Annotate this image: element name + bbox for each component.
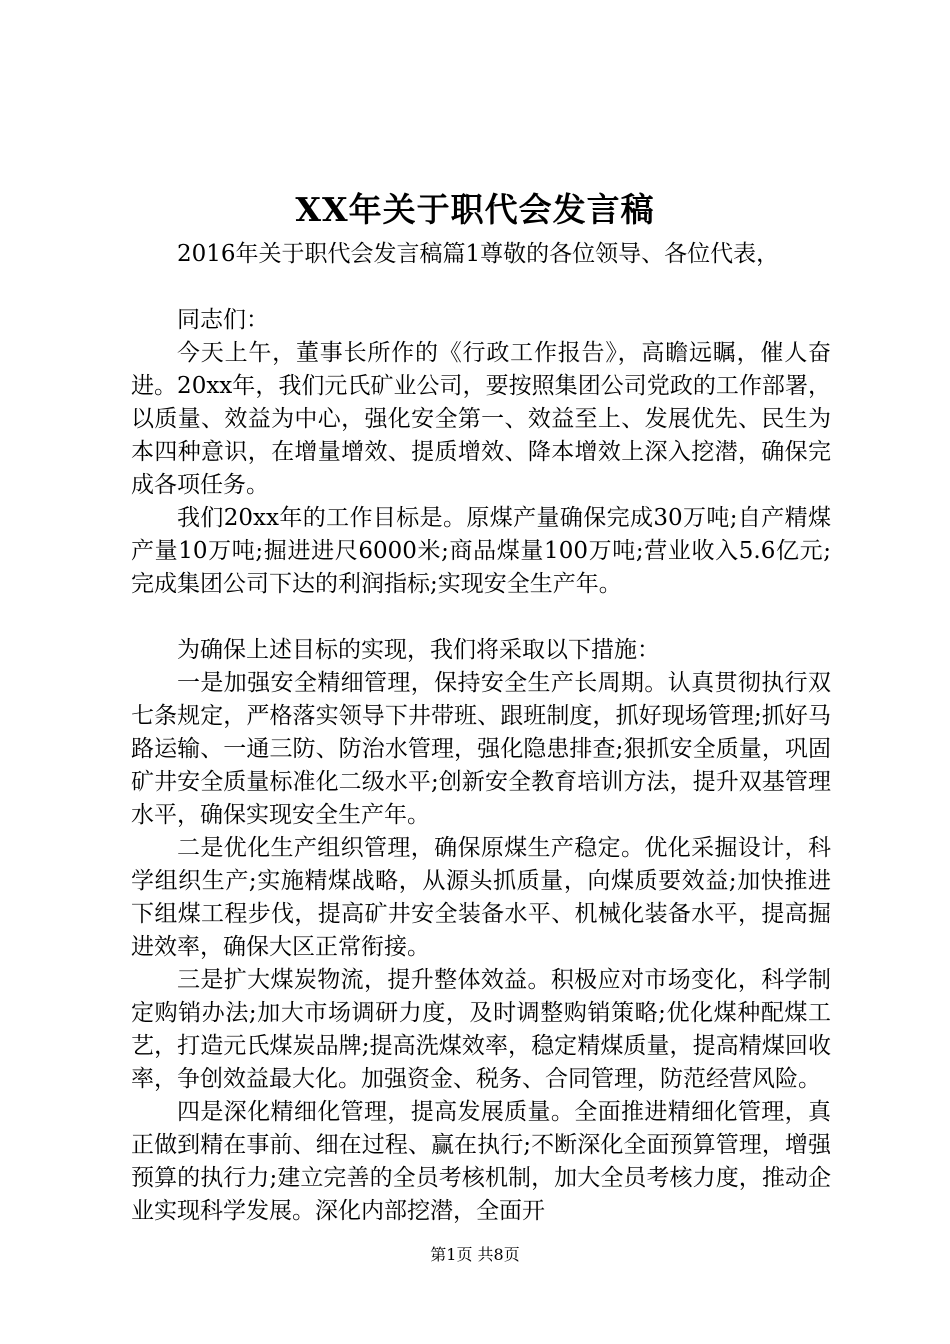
paragraph-spacer (131, 601, 831, 634)
page-number-footer: 第1页 共8页 (430, 1245, 520, 1264)
document-body (131, 238, 831, 1228)
paragraph-measure-2: 二是优化生产组织管理，确保原煤生产稳定。优化采掘设计，科学组织生产;实施精煤战略，从源头抓质量，向煤质要效益;加快推进下组煤工程步伐，提高矿井安全装备水平、机械化装备水平，提高掘进效率，确保大区正常衔接。 (131, 835, 831, 960)
paragraph-goals: 我们20xx年的工作目标是。原煤产量确保完成30万吨;自产精煤产量10万吨;掘进进尺6000米;商品煤量100万吨;营业收入5.6亿元;完成集团公司下达的利润指标;实现安全生产年。 (131, 505, 831, 597)
paragraph-greeting: 2016年关于职代会发言稿篇1尊敬的各位领导、各位代表， (177, 241, 780, 267)
document-title: XX年关于职代会发言稿 (295, 190, 655, 229)
paragraph-measures-intro: 为确保上述目标的实现，我们将采取以下措施： (177, 637, 660, 663)
paragraph-spacer (131, 271, 831, 304)
paragraph-salutation: 同志们： (177, 307, 269, 333)
paragraph-opening: 今天上午，董事长所作的《行政工作报告》，高瞻远瞩，催人奋进。20xx年，我们元氏矿业公司，要按照集团公司党政的工作部署，以质量、效益为中心，强化安全第一、效益至上、发展优先、民生为本四种意识，在增量增效、提质增效、降本增效上深入挖潜，确保完成各项任务。 (131, 340, 831, 498)
paragraph-measure-4: 四是深化精细化管理，提高发展质量。全面推进精细化管理，真正做到精在事前、细在过程、赢在执行;不断深化全面预算管理，增强预算的执行力;建立完善的全员考核机制，加大全员考核力度，推动企业实现科学发展。深化内部挖潜，全面开 (131, 1099, 831, 1224)
paragraph-measure-3: 三是扩大煤炭物流，提升整体效益。积极应对市场变化，科学制定购销办法;加大市场调研力度，及时调整购销策略;优化煤种配煤工艺，打造元氏煤炭品牌;提高洗煤效率，稳定精煤质量，提高精煤回收率，争创效益最大化。加强资金、税务、合同管理，防范经营风险。 (131, 967, 831, 1092)
paragraph-measure-1: 一是加强安全精细管理，保持安全生产长周期。认真贯彻执行双七条规定，严格落实领导下井带班、跟班制度，抓好现场管理;抓好马路运输、一通三防、防治水管理，强化隐患排查;狠抓安全质量，巩固矿井安全质量标准化二级水平;创新安全教育培训方法，提升双基管理水平，确保实现安全生产年。 (131, 670, 831, 828)
